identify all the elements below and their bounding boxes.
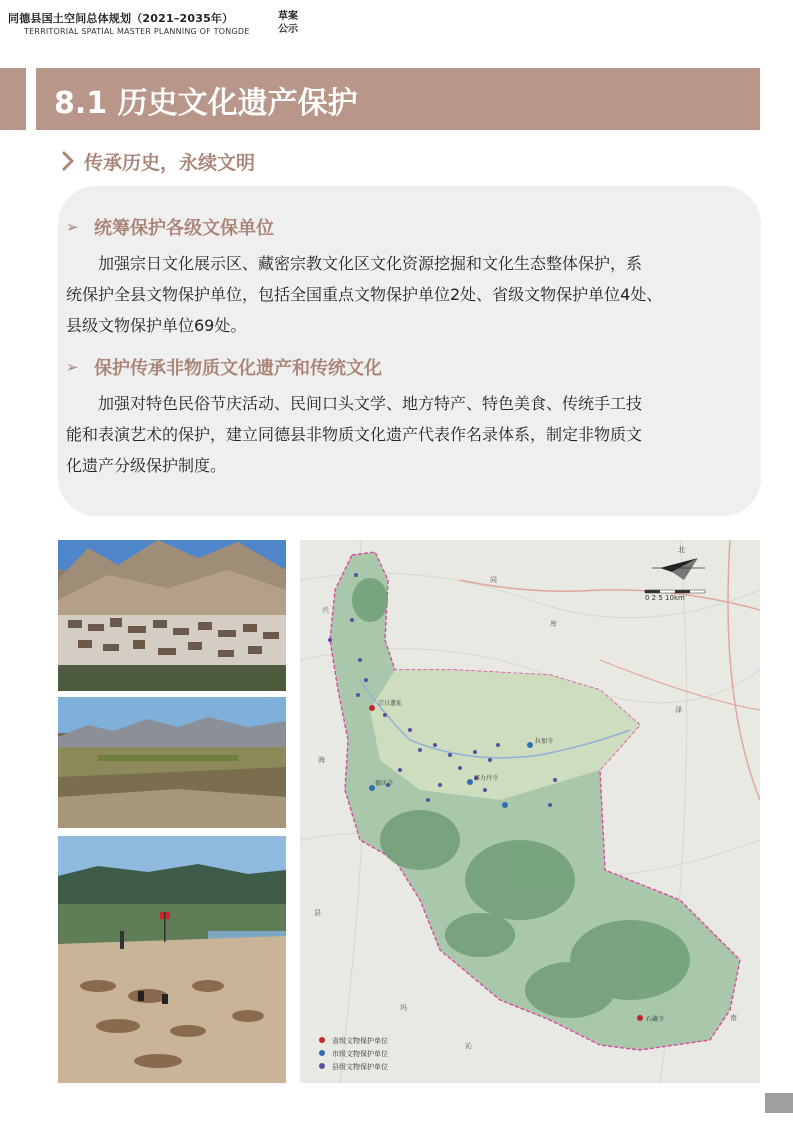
paragraph-line: 县级文物保护单位69处。: [66, 316, 247, 335]
item-paragraph-1: [66, 248, 756, 341]
stamp-line-1: 草案: [278, 11, 298, 22]
provincial-site-marker: [637, 1015, 643, 1021]
item-heading-1-text: 统筹保护各级文保单位: [94, 218, 274, 239]
photo-village: [58, 540, 286, 691]
legend-provincial: 省级文物保护单位: [332, 1037, 388, 1045]
banner-title: 8.1 历史文化遗产保护: [54, 86, 358, 121]
place-label: 拉加寺: [535, 738, 554, 745]
section-heading: [62, 147, 255, 175]
item-heading-2: [66, 354, 382, 380]
region-label: 库: [550, 620, 557, 628]
excavation-photo-image: [58, 836, 286, 1083]
section-title: 传承历史，永续文明: [84, 151, 256, 174]
north-label: 北: [678, 546, 685, 554]
place-label: 宗日遗址: [378, 700, 403, 707]
item-paragraph-2: [66, 388, 756, 481]
legend-county: 县级文物保护单位: [332, 1063, 388, 1071]
paragraph-line: 能和表演艺术的保护，建立同德县非物质文化遗产代表作名录体系，制定非物质文: [66, 425, 643, 444]
region-label: 兴: [322, 606, 329, 614]
chevron-right-icon: [62, 150, 76, 172]
region-label: 泽: [675, 706, 682, 714]
region-label: 沁: [465, 1042, 472, 1050]
item-heading-1: [66, 214, 274, 240]
paragraph-line: 统保护全县文物保护单位，包括全国重点文物保护单位2处、省级文物保护单位4处、: [66, 285, 663, 304]
region-label: 海: [318, 756, 325, 764]
heritage-map-graphic: [300, 540, 760, 1083]
document-title: 同德县国土空间总体规划（2021–2035年）: [8, 12, 234, 25]
region-label: 玛: [400, 1004, 407, 1012]
provincial-site-marker: [369, 705, 375, 711]
paragraph-line: 化遗产分级保护制度。: [66, 456, 227, 475]
landscape-photo-image: [58, 697, 286, 828]
section-banner: [36, 68, 760, 130]
page-corner-tab: [765, 1093, 793, 1113]
paragraph-line: 加强对特色民俗节庆活动、民间口头文学、地方特产、特色美食、传统手工技: [66, 394, 643, 413]
paragraph-line: 加强宗日文化展示区、藏密宗教文化区文化资源挖掘和文化生态整体保护，系: [66, 254, 643, 273]
photo-landscape: [58, 697, 286, 828]
banner-left-block: [0, 68, 26, 130]
draft-stamp: [276, 10, 300, 36]
legend-city: 市级文物保护单位: [332, 1050, 388, 1058]
item-heading-2-text: 保护传承非物质文化遗产和传统文化: [94, 358, 382, 379]
stamp-line-2: 公示: [278, 24, 298, 35]
region-label: 县: [314, 909, 321, 917]
city-site-marker: [467, 779, 473, 785]
city-site-marker: [527, 742, 533, 748]
scale-label: 0 2 5 10km: [645, 594, 685, 602]
city-site-marker: [502, 802, 508, 808]
arrow-bullet-icon: ➢: [66, 358, 79, 376]
document-subtitle: TERRITORIAL SPATIAL MASTER PLANNING OF TONGDE: [24, 27, 250, 36]
heritage-map: [300, 540, 760, 1083]
village-photo-image: [58, 540, 286, 691]
photo-excavation: [58, 836, 286, 1083]
region-label: 南: [730, 1014, 737, 1022]
arrow-bullet-icon: ➢: [66, 218, 79, 236]
place-label: 石藏寺: [646, 1016, 665, 1023]
place-label: 赛力丹寺: [474, 775, 499, 782]
place-label: 德庆寺: [375, 780, 394, 787]
region-label: 同: [490, 576, 497, 584]
